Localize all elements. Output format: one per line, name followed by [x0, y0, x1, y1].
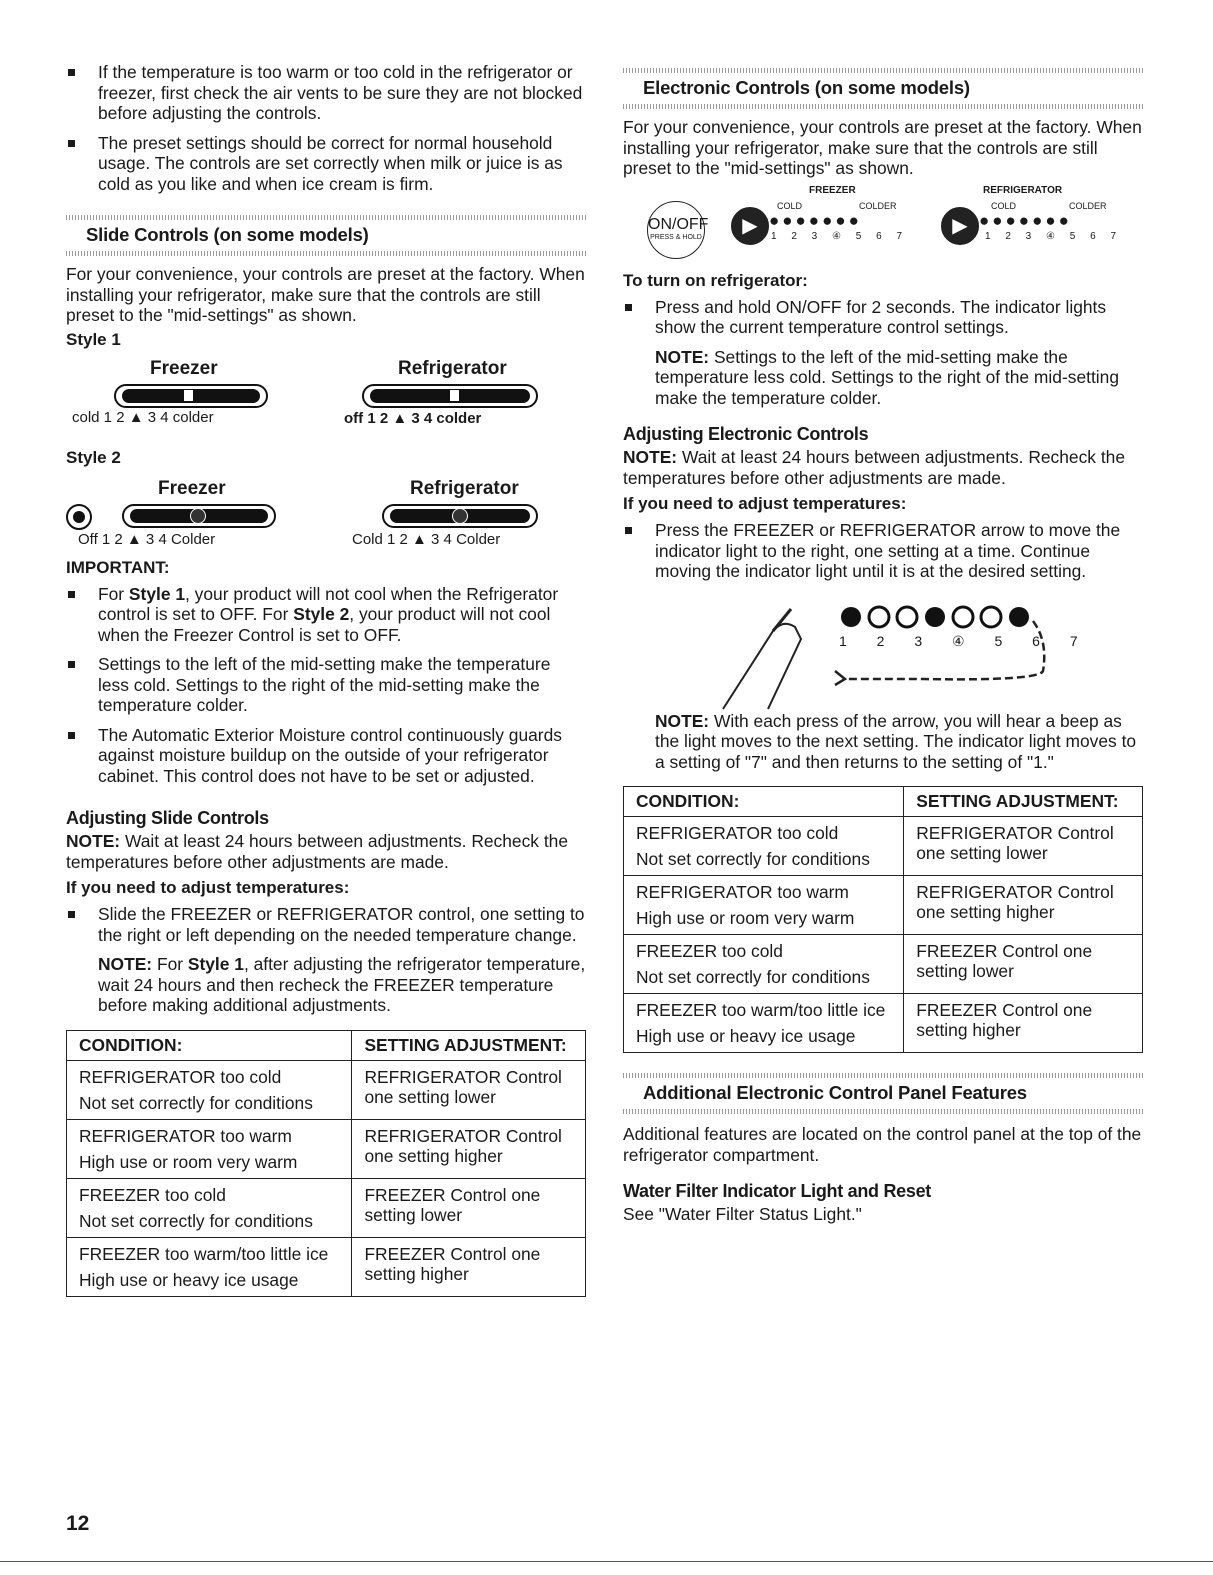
panel-fridge-label: REFRIGERATOR: [983, 184, 1063, 196]
style1-freezer-scale: cold 1 2 ▲ 3 4 colder: [72, 408, 214, 426]
adjust-slide-title: Adjusting Slide Controls: [66, 808, 269, 828]
left-column: [66, 62, 586, 1297]
if-need-adjust: If you need to adjust temperatures:: [66, 878, 350, 897]
style2-freezer-slider[interactable]: [122, 504, 276, 528]
press-setting-numbers: 1 2 3 ④ 5 6 7: [839, 632, 1091, 649]
freezer-cold-label: COLD: [777, 200, 803, 211]
additional-features-title: Additional Electronic Control Panel Features: [643, 1082, 1027, 1103]
table-row: REFRIGERATOR too warm High use or room very warm REFRIGERATOR Control one setting higher: [67, 1119, 586, 1178]
adjust-electronic-bullet: Press the FREEZER or REFRIGERATOR arrow to move the indicator light to the right, one setting at a time. Continue moving the indicator light until it is at the desired setting.: [623, 520, 1143, 582]
style1-fridge-slider[interactable]: [362, 384, 538, 408]
slide-adjust-table: [66, 1030, 586, 1297]
freezer-setting-numbers: 1 2 3 ④ 5 6 7: [771, 230, 909, 242]
ec-intro: For your convenience, your controls are preset at the factory. When installing your refrigerator, make sure that the controls are still preset to the "mid-settings" as shown.: [623, 117, 1142, 178]
important-label: IMPORTANT:: [66, 557, 170, 577]
adjust-slide-bullet: Slide the FREEZER or REFRIGERATOR control, one setting to the right or left depending on the needed temperature change.: [66, 904, 586, 945]
important-bullet-2: Settings to the left of the mid-setting make the temperature less cold. Settings to the right of the mid-setting make the temperature colder.: [66, 654, 586, 716]
power-button-icon[interactable]: [66, 504, 92, 530]
style1-freezer-slider[interactable]: [114, 384, 268, 408]
table-header-setting: SETTING ADJUSTMENT:: [352, 1030, 586, 1060]
table-header-setting: SETTING ADJUSTMENT:: [904, 787, 1143, 817]
freezer-arrow-button[interactable]: ▶: [731, 207, 769, 245]
adjust-slide-note2: NOTE: For Style 1, after adjusting the refrigerator temperature, wait 24 hours and then recheck the FREEZER temperature before making additional adjustments.: [98, 954, 586, 1015]
style2-freezer-label: Freezer: [158, 477, 226, 499]
fridge-setting-numbers: 1 2 3 ④ 5 6 7: [985, 230, 1123, 242]
style2-fridge-label: Refrigerator: [410, 477, 519, 499]
style2-label: Style 2: [66, 447, 121, 467]
table-row: REFRIGERATOR too cold Not set correctly for conditions REFRIGERATOR Control one setting lower: [67, 1060, 586, 1119]
fridge-arrow-button[interactable]: ▶: [941, 207, 979, 245]
style1-label: Style 1: [66, 329, 121, 349]
table-row: FREEZER too warm/too little ice High use or heavy ice usage FREEZER Control one setting higher: [67, 1237, 586, 1296]
freezer-colder-label: COLDER: [859, 200, 897, 211]
bullet-air-vents: If the temperature is too warm or too cold in the refrigerator or freezer, first check the air vents to be sure they are not blocked before adjusting the controls.: [66, 62, 586, 124]
freezer-indicator-lights: ●●●●●●●: [769, 210, 862, 230]
slide-controls-title: Slide Controls (on some models): [86, 224, 369, 245]
finger-press-icon: [623, 591, 1143, 711]
adjust-electronic-note: NOTE: Wait at least 24 hours between adjustments. Recheck the temperatures before other adjustments are made.: [623, 447, 1125, 488]
if-need-adjust-electronic: If you need to adjust temperatures:: [623, 494, 907, 513]
section-rule: [623, 1109, 1143, 1114]
beep-note: NOTE: With each press of the arrow, you will hear a beep as the light moves to the next setting. The indicator light moves to a setting of "7" and then returns to the setting of "1.": [655, 710, 1137, 772]
table-header-condition: CONDITION:: [624, 787, 904, 817]
water-filter-text: See "Water Filter Status Light.": [623, 1204, 862, 1224]
important-bullet-3: The Automatic Exterior Moisture control continuously guards against moisture buildup on the outside of your refrigerator cabinet. This control does not have to be set or adjusted.: [66, 725, 586, 787]
adjust-electronic-title: Adjusting Electronic Controls: [623, 424, 869, 444]
turn-on-note: NOTE: Settings to the left of the mid-setting make the temperature less cold. Settings to the right of the mid-setting make the temperature colder.: [655, 346, 1119, 408]
table-row: REFRIGERATOR too cold Not set correctly for conditions REFRIGERATOR Control one setting lower: [624, 817, 1143, 876]
table-row: REFRIGERATOR too warm High use or room very warm REFRIGERATOR Control one setting higher: [624, 876, 1143, 935]
table-row: FREEZER too cold Not set correctly for conditions FREEZER Control one setting lower: [624, 935, 1143, 994]
section-rule: [66, 251, 586, 256]
turn-on-bullet: Press and hold ON/OFF for 2 seconds. The indicator lights show the current temperature control settings.: [623, 297, 1143, 338]
style1-freezer-label: Freezer: [150, 357, 218, 379]
electronic-controls-title: Electronic Controls (on some models): [643, 77, 970, 98]
slide-intro: For your convenience, your controls are preset at the factory. When installing your refrigerator, make sure that the controls are still preset to the "mid-settings" as shown.: [66, 264, 585, 325]
electronic-adjust-table: [623, 786, 1143, 1053]
turn-on-title: To turn on refrigerator:: [623, 270, 808, 290]
electronic-panel-diagram: [623, 185, 1143, 267]
table-row: FREEZER too cold Not set correctly for conditions FREEZER Control one setting lower: [67, 1178, 586, 1237]
bottom-rule: [0, 1561, 1213, 1562]
style1-fridge-label: Refrigerator: [398, 357, 507, 379]
style2-fridge-slider[interactable]: [382, 504, 538, 528]
style1-diagram: [66, 356, 586, 444]
panel-freezer-label: FREEZER: [809, 184, 856, 196]
page-number: 12: [66, 1512, 90, 1535]
onoff-button[interactable]: ON/OFF PRESS & HOLD: [647, 201, 705, 259]
style2-diagram: [66, 474, 586, 564]
adjust-slide-note: NOTE: Wait at least 24 hours between adjustments. Recheck the temperatures before other adjustments are made.: [66, 831, 568, 872]
fridge-cold-label: COLD: [991, 200, 1017, 211]
fridge-indicator-lights: ●●●●●●●: [979, 210, 1072, 230]
finger-press-diagram: [623, 591, 1143, 711]
important-bullet-1: For Style 1, your product will not cool when the Refrigerator control is set to OFF. For Style 2, your product will not cool when the Freezer Control is set to OFF.: [66, 584, 586, 646]
section-rule: [623, 104, 1143, 109]
bullet-preset: The preset settings should be correct for normal household usage. The controls are set correctly when milk or juice is as cold as you like and when ice cream is firm.: [66, 133, 586, 195]
style2-fridge-scale: Cold 1 2 ▲ 3 4 Colder: [352, 530, 501, 548]
style2-freezer-scale: Off 1 2 ▲ 3 4 Colder: [78, 530, 216, 548]
water-filter-title: Water Filter Indicator Light and Reset: [623, 1181, 931, 1201]
fridge-colder-label: COLDER: [1069, 200, 1107, 211]
additional-features-text: Additional features are located on the control panel at the top of the refrigerator compartment.: [623, 1124, 1142, 1165]
right-column: [623, 62, 1143, 1225]
table-header-condition: CONDITION:: [67, 1030, 352, 1060]
style1-fridge-scale: off 1 2 ▲ 3 4 colder: [344, 409, 482, 427]
table-row: FREEZER too warm/too little ice High use or heavy ice usage FREEZER Control one setting higher: [624, 994, 1143, 1053]
